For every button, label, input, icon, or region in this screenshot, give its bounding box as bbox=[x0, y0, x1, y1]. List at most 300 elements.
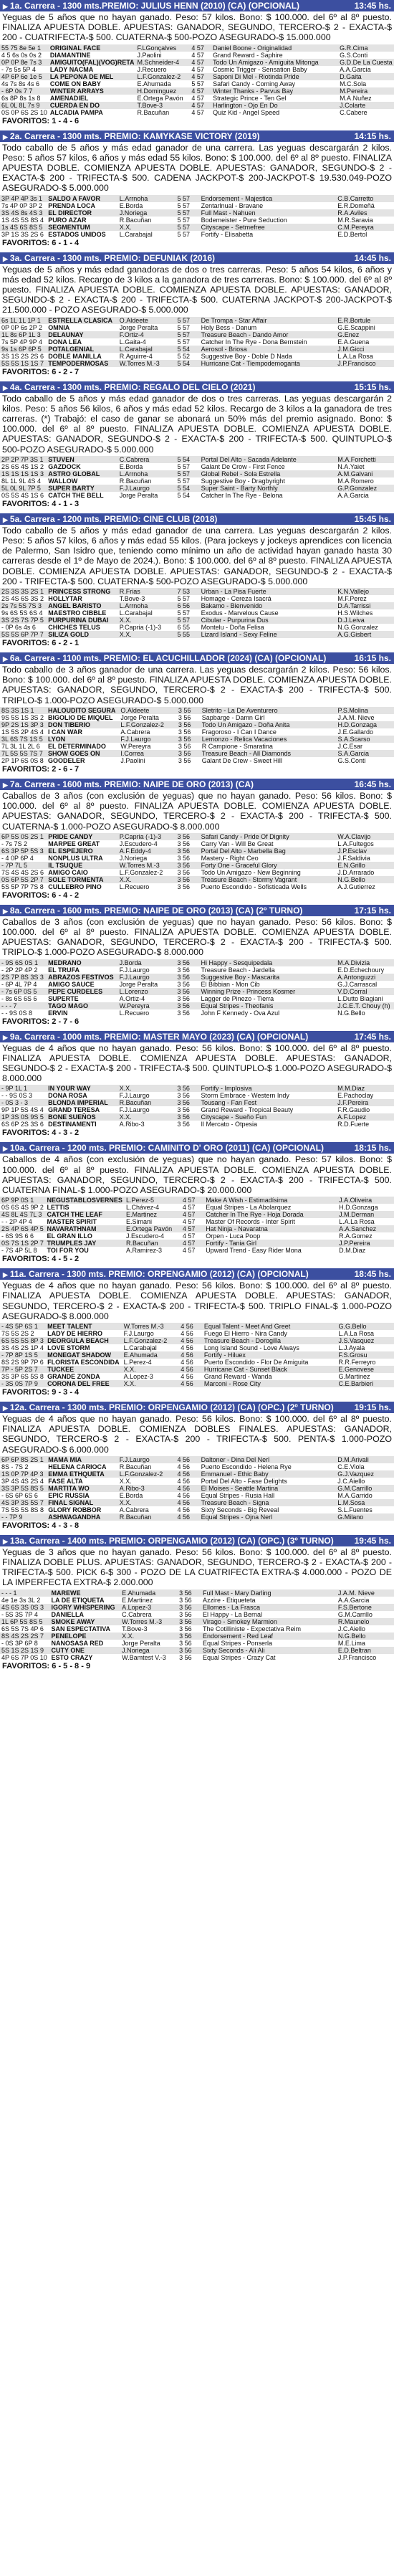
table-row bbox=[0, 1632, 394, 1640]
pedigree: Cityscape - Setmefree bbox=[200, 224, 337, 231]
entries-table bbox=[0, 1197, 394, 1254]
jockey: F.J.Laurgo bbox=[118, 485, 176, 492]
age-weight: 3 56 bbox=[177, 840, 191, 847]
jockey: F.J.Laurgo bbox=[118, 1456, 176, 1463]
race-title-text: 12a. Carrera - 1300 mts. PREMIO: ORPENGAMIO (2012) (CA) (OPC.) (2º TURNO) bbox=[9, 1402, 334, 1412]
trainer: E.Genovese bbox=[337, 1366, 394, 1373]
trainer: M.R.Saravia bbox=[337, 216, 373, 224]
age-weight: 4 56 bbox=[176, 1456, 200, 1463]
horse-name: EL TRUFA bbox=[48, 966, 80, 974]
age-weight: 3 56 bbox=[176, 1113, 199, 1121]
race-header bbox=[0, 381, 394, 393]
table-row bbox=[0, 1085, 394, 1092]
trainer: M.A.Nuñez bbox=[340, 94, 372, 102]
trainer: C.M.Pereyra bbox=[336, 224, 394, 231]
jockey: R.Bacuñan bbox=[119, 216, 152, 224]
table-row bbox=[0, 1485, 394, 1492]
trainer: E.N.Grillo bbox=[336, 862, 394, 869]
pedigree: Equal Stripes - La Abolarquez bbox=[206, 1204, 292, 1212]
race-title-text: 1a. Carrera - 1300 mts.PREMIO: JULIUS HENN (2010) (CA) (OPCIONAL) bbox=[9, 1, 300, 11]
trainer: G.S.Conti bbox=[340, 51, 368, 59]
age-weight: 4 57 bbox=[190, 102, 211, 109]
pedigree: Puerto Escondido - Flor De Amiguita bbox=[203, 1358, 309, 1366]
horse-name: DONA ROSA bbox=[48, 1092, 87, 1100]
jockey: L.F.Gonzalez-2 bbox=[119, 868, 163, 876]
horse-name: DELAUNAY bbox=[47, 331, 117, 338]
trainer: L.A.La Rosa bbox=[338, 1329, 374, 1337]
table-row bbox=[0, 1640, 394, 1647]
age-weight: 4 57 bbox=[181, 1211, 204, 1218]
form-record: 0S 7S 1S 2P 7 bbox=[0, 1240, 46, 1247]
table-row bbox=[0, 477, 394, 485]
jockey: Jorge Peralta bbox=[122, 1639, 160, 1647]
form-record: - 6S 9S 6 6 bbox=[1, 1232, 34, 1240]
horse-name: AMIGUITO(FAL)(VOG)RETA bbox=[49, 58, 135, 66]
form-record: 4S 8L 4S 7L 3 bbox=[0, 1211, 46, 1218]
age-weight: 3 56 bbox=[177, 980, 190, 988]
trainer: D.Gaita bbox=[338, 73, 394, 80]
horse-name: EL ESPEJERO bbox=[47, 847, 117, 855]
form-record: - 6P 0s 7 7 bbox=[0, 87, 49, 95]
race-time: 14:15 hs. bbox=[354, 130, 391, 141]
age-weight: 3 56 bbox=[179, 1653, 192, 1661]
table-row bbox=[0, 714, 394, 721]
favorites: FAVORITOS: 6 - 4 - 2 bbox=[2, 890, 80, 900]
pedigree: Daniel Boone - Originalidad bbox=[211, 44, 338, 52]
form-record: 6S 5S 5S 8P 3 bbox=[0, 1337, 46, 1344]
table-row bbox=[0, 602, 394, 609]
table-row bbox=[0, 456, 394, 463]
pedigree: Il Mercato - Otpesia bbox=[201, 1121, 258, 1128]
form-record: 55 75 8e 5e 1 bbox=[0, 44, 49, 52]
trainer: M.C.Sola bbox=[340, 80, 367, 87]
horse-name: CULLEBRO PINO bbox=[48, 883, 102, 890]
horse-name: ANGEL BARISTO bbox=[47, 602, 117, 609]
pedigree: Todo Un Amigazo - Doña Anita bbox=[201, 721, 337, 728]
pedigree: Equal Stripes - Ponserla bbox=[202, 1639, 273, 1647]
triangle-icon: ▶ bbox=[3, 907, 8, 915]
table-row bbox=[0, 73, 394, 80]
horse-name: NEGUSTABLOSVERNES bbox=[46, 1197, 125, 1204]
jockey: H.Dominguez bbox=[136, 87, 191, 95]
jockey: C.Cabrera bbox=[118, 456, 176, 463]
race-header bbox=[0, 252, 394, 264]
horse-name: LYON bbox=[47, 736, 119, 743]
trainer: H.S.Wilches bbox=[337, 609, 373, 617]
form-record: 3S 4S 2S 1P 4 bbox=[1, 1344, 44, 1351]
trainer: J.F.Saldivia bbox=[337, 854, 370, 862]
pedigree: Catcher In The Rye - Belona bbox=[201, 491, 283, 499]
age-weight: 3 56 bbox=[177, 883, 191, 890]
pedigree: Sixty Seconds - Ali Ali bbox=[201, 1647, 337, 1654]
table-row bbox=[0, 588, 394, 595]
race-header bbox=[0, 905, 394, 916]
form-record: - 7s 6P 0S 5 bbox=[0, 988, 47, 995]
pedigree: Azzire - Etiqueteta bbox=[202, 1596, 256, 1604]
age-weight: 5 57 bbox=[176, 224, 200, 231]
pedigree: Sapbarge - Damn Girl bbox=[201, 713, 265, 721]
form-record: 4P 6S 7P 0S 10 bbox=[1, 1653, 47, 1661]
trainer: J.M.Derman bbox=[337, 1211, 394, 1218]
pedigree: Holy Bess - Danum bbox=[201, 323, 257, 331]
form-record: 6s 8P 8s 1s 8 bbox=[1, 94, 41, 102]
jockey: Jorge Peralta bbox=[119, 980, 158, 988]
form-record: - 2P 2P 4P 2 bbox=[1, 966, 38, 974]
pedigree: El Bibbian - Mon Cib bbox=[201, 980, 260, 988]
table-row bbox=[0, 324, 394, 331]
pedigree: Grand Reward - Tropical Beauty bbox=[201, 1106, 294, 1114]
age-weight: 3 56 bbox=[176, 1085, 199, 1092]
table-row bbox=[0, 360, 394, 367]
form-record: - - 9S 0S 8 bbox=[1, 1009, 33, 1017]
pedigree: Make A Wish - Estimadísima bbox=[204, 1197, 337, 1204]
race-title-text: 2a. Carrera - 1300 mts. PREMIO: KAMYKASE VICTORY (2019) bbox=[9, 130, 260, 141]
trainer: G.J.Carrascal bbox=[337, 980, 378, 988]
jockey: O.Aldeete bbox=[119, 707, 176, 714]
pedigree: Quiz Kid - Angel Speed bbox=[213, 108, 280, 116]
table-row bbox=[0, 743, 394, 750]
table-row bbox=[0, 1373, 394, 1380]
horse-name: PURO AZAR bbox=[48, 216, 87, 224]
race-time: 19:15 hs. bbox=[354, 1402, 391, 1412]
jockey: W.Torres M.-3 bbox=[118, 862, 176, 869]
jockey: A.Cabrera bbox=[119, 1506, 149, 1513]
form-record: 1S 1S 1S 1S 3 bbox=[0, 470, 47, 477]
age-weight: 3 56 bbox=[178, 1618, 201, 1625]
horse-name: GOODELER bbox=[48, 756, 85, 764]
trainer: C.E.Viola bbox=[337, 1463, 365, 1470]
table-row bbox=[0, 869, 394, 876]
race-block bbox=[0, 252, 394, 377]
race-time: 16:15 hs. bbox=[354, 653, 391, 664]
favorites: FAVORITOS: 2 - 6 - 7 bbox=[2, 764, 80, 774]
horse-name: LA DE ETIQUETA bbox=[51, 1596, 105, 1604]
horse-name: GAZDOCK bbox=[48, 462, 81, 470]
race-header bbox=[0, 1402, 394, 1413]
table-row bbox=[0, 1344, 394, 1351]
table-row bbox=[0, 217, 394, 224]
trainer: M.A.Romero bbox=[337, 477, 374, 485]
jockey: E.Martinez bbox=[122, 1596, 153, 1604]
table-row bbox=[0, 1380, 394, 1387]
age-weight: 4 57 bbox=[182, 1247, 196, 1255]
age-weight: 4 56 bbox=[177, 1506, 191, 1513]
jockey: A.Lopez-3 bbox=[123, 1372, 153, 1380]
table-row bbox=[0, 1589, 394, 1597]
jockey: C.Cabrera bbox=[122, 1610, 152, 1618]
jockey: L.Recuero bbox=[119, 883, 150, 890]
form-record: 8S 4S 2S 2S 7 bbox=[0, 1632, 50, 1640]
age-weight: 3 56 bbox=[179, 1596, 192, 1604]
horse-name: EL DIRECTOR bbox=[47, 209, 117, 217]
table-row bbox=[0, 624, 394, 631]
horse-name: STUVEN bbox=[47, 456, 117, 463]
table-row bbox=[0, 195, 394, 202]
form-record: 6S 3P 5P 5S 3 bbox=[0, 847, 47, 855]
age-weight: 4 57 bbox=[191, 51, 204, 59]
horse-name: GRAND TERESA bbox=[48, 1106, 100, 1114]
trainer: E.D.Beltran bbox=[337, 1647, 394, 1654]
form-record: 7P - 5P 2S 7 bbox=[0, 1366, 46, 1373]
form-record: 7s 5P 4P 9P 4 bbox=[1, 338, 43, 346]
table-row bbox=[0, 1470, 394, 1478]
trainer: N.G.Bello bbox=[336, 876, 394, 883]
entries-table bbox=[0, 833, 394, 890]
trainer: J.Colarte bbox=[338, 102, 394, 109]
age-weight: 3 56 bbox=[177, 1009, 190, 1017]
horse-name: PEPE CURDELES bbox=[47, 988, 117, 995]
pedigree: Catcher In The Rye - Hoja Dorada bbox=[204, 1211, 337, 1218]
age-weight: 4 56 bbox=[179, 1337, 203, 1344]
form-record: 7L 5S 5S 7S 7 bbox=[0, 750, 47, 757]
table-row bbox=[0, 757, 394, 764]
pedigree: Safari Candy - Pride Of Dignity bbox=[200, 833, 337, 840]
pedigree: Orpen - Luca Poop bbox=[206, 1232, 261, 1240]
table-row bbox=[0, 1513, 394, 1521]
form-record: 1L 8s 6P 1L 3 bbox=[0, 331, 47, 338]
triangle-icon: ▶ bbox=[3, 781, 8, 789]
horse-name: ASHWAGANDHA bbox=[47, 1513, 117, 1521]
age-weight: 4 57 bbox=[182, 1218, 196, 1226]
table-row bbox=[0, 1204, 394, 1211]
trainer: L.A.La Rosa bbox=[339, 1218, 375, 1226]
table-row bbox=[0, 209, 394, 217]
jockey: E.Borda bbox=[119, 201, 143, 209]
table-row bbox=[0, 721, 394, 728]
horse-name: PENELOPE bbox=[50, 1632, 121, 1640]
race-conditions: Yeguas de 5 años y más edad ganadoras de dos o tres carreras. Peso: 5 años 54 kilos, 6 años y más edad 52 kilos. Recargo de 3 kilos a la ganadora de tres carreras. Bono: $ 100.000. del 6º al 8º puesto. FINALIZA APUESTA DOBLE. COMIENZA APUESTA DOBLE. APUESTAS: GANADOR, SEGUNDO-$ 2 - EXACTA-$ 200 - TRIFECTA-$ 500. CUATERNA JACKPOT-$ 200-JACKPOT-$ 21.500.000 - POZO ASEGURADO-$ 5.000.000 bbox=[2, 264, 392, 315]
horse-name: OMNIA bbox=[48, 323, 70, 331]
table-row bbox=[0, 1323, 394, 1330]
table-row bbox=[0, 1113, 394, 1121]
form-record: 2S 3S 3S 2S 1 bbox=[0, 588, 47, 595]
age-weight: 4 56 bbox=[177, 1463, 191, 1470]
entries-table bbox=[0, 1589, 394, 1661]
age-weight: 5 57 bbox=[176, 470, 200, 477]
pedigree: Todo Un Amigazo - Amiguita Mitonga bbox=[211, 59, 338, 66]
form-record: 1S 4S 5S 8S 4 bbox=[1, 216, 44, 224]
table-row bbox=[0, 1611, 394, 1618]
age-weight: 4 57 bbox=[190, 87, 211, 95]
age-weight: 3 56 bbox=[176, 833, 200, 840]
jockey: Jorge Peralta bbox=[119, 323, 158, 331]
trainer: N.A.Yaiet bbox=[337, 462, 365, 470]
race-conditions: Yeguas de 4 años que no hayan ganado. Peso: 56 kilos. Bono: $ 100.000. del 6º al 8º puesto. FINALIZA APUESTA DOBLE. COMIENZA DOBLES FINALES. APUESTAS: GANADOR, SEGUNDO, TERCERO-$ 2 - EXACTA-$ 200 - TRIFECTA-$ 500. PENTA-$ 1.000-POZO ASEGURADO-$ 6.000.000 bbox=[2, 1413, 392, 1455]
horse-name: SUPERTE bbox=[48, 994, 79, 1002]
race-block bbox=[0, 1402, 394, 1531]
pedigree: Bakamo - Bienvenido bbox=[200, 602, 337, 609]
trainer: M.A.Garrido bbox=[337, 1491, 373, 1499]
form-record: - 0P 6s 4s 6 bbox=[1, 624, 36, 632]
horse-name: HELENA CARIOCA bbox=[48, 1463, 107, 1470]
form-record: 3P 4S 4S 2S 4 bbox=[1, 1477, 44, 1485]
triangle-icon: ▶ bbox=[3, 133, 8, 141]
table-row bbox=[0, 1121, 394, 1128]
horse-name: CATCH THE LEAF bbox=[46, 1211, 125, 1218]
pedigree: Aerosol - Briosa bbox=[200, 346, 337, 353]
trainer: J.M.Gicci bbox=[336, 346, 394, 353]
jockey: L.F.Gonzalez-2 bbox=[122, 1337, 180, 1344]
horse-name: DEORGULA BEACH bbox=[46, 1337, 122, 1344]
form-record: 0P 0P 6s 2P 2 bbox=[1, 323, 43, 331]
age-weight: 3 56 bbox=[176, 959, 199, 966]
race-time: 13:45 hs. bbox=[354, 1, 391, 11]
table-row bbox=[0, 995, 394, 1002]
favorites: FAVORITOS: 6 - 2 - 1 bbox=[2, 639, 80, 648]
jockey: L.Gaita-4 bbox=[119, 338, 146, 346]
horse-name: ASTRO GLOBAL bbox=[47, 470, 117, 477]
horse-name: LETTIS bbox=[47, 1204, 69, 1212]
form-record: 5S 5S 1S 1S 7 bbox=[0, 360, 47, 367]
horse-name: IGORY WHISPERING bbox=[50, 1604, 121, 1611]
jockey: L.F.Gonzalez-2 bbox=[119, 721, 176, 728]
age-weight: 3 56 bbox=[178, 1647, 201, 1654]
favorites: FAVORITOS: 6 - 1 - 4 bbox=[2, 238, 80, 247]
age-weight: 5 57 bbox=[177, 595, 191, 603]
race-conditions: Caballos de 4 años (con exclusión de yeguas) que no hayan ganado. Peso: 57 kilos. Bono: $ 100.000. del 6º al 8º puesto. FINALIZA APUESTA DOBLE. COMIENZA APUESTA DOBLE. APUESTAS: GANADOR, SEGUNDO, TERCERO-$ 2 - EXACTA-$ 200 - TRIFECTA-$ 500. CUATERNA FINAL-$ 1.000-POZO ASEGURADO-$ 20.000.000 bbox=[2, 1154, 392, 1195]
age-weight: 4 57 bbox=[191, 108, 204, 116]
horse-name: ESTO CRAZY bbox=[51, 1653, 93, 1661]
form-record: 1S 5S 2P 4S 4 bbox=[1, 728, 44, 736]
pedigree: Upward Trend - Easy Rider Mona bbox=[206, 1247, 302, 1255]
pedigree: Lizard Island - Sexy Feline bbox=[200, 631, 337, 638]
entries-table bbox=[0, 1456, 394, 1521]
race-title-text: 4a. Carrera - 1300 mts. PREMIO: REGALO DEL CIELO (2021) bbox=[9, 381, 256, 392]
trainer: M.E.Lima bbox=[337, 1639, 365, 1647]
jockey: R.Frias bbox=[118, 588, 176, 595]
age-weight: 4 57 bbox=[191, 65, 204, 73]
pedigree: Portal Del Alto - Marbella Bag bbox=[200, 847, 337, 855]
pedigree: Hurricane Cat - Tiempodemoganta bbox=[200, 360, 337, 367]
pedigree: Equal Talent - Meet And Greet bbox=[203, 1323, 337, 1330]
triangle-icon: ▶ bbox=[3, 384, 8, 391]
race-title bbox=[3, 652, 326, 664]
pedigree: Sixty Seconds - Big Reveal bbox=[201, 1506, 279, 1513]
pedigree: Fragoroso - I Can I Dance bbox=[201, 728, 277, 736]
table-row bbox=[0, 750, 394, 757]
trainer: G.D.De La Cuesta bbox=[338, 59, 394, 66]
horse-name: PRENDA LOCA bbox=[48, 201, 95, 209]
table-row bbox=[0, 1625, 394, 1632]
horse-name: PURPURINA DUBAI bbox=[47, 617, 117, 624]
form-record: 4S 6S 3S 0S 3 bbox=[0, 1604, 50, 1611]
pedigree: Safari Candy - Coming Away bbox=[213, 80, 295, 87]
trainer: J.P.Pereira bbox=[337, 1240, 394, 1247]
table-row bbox=[0, 974, 394, 981]
race-time: 17:15 hs. bbox=[354, 905, 391, 916]
age-weight: 4 57 bbox=[190, 44, 211, 52]
favorites: FAVORITOS: 6 - 5 - 8 - 9 bbox=[2, 1661, 91, 1670]
table-row bbox=[0, 1359, 394, 1366]
trainer: F.R.Gaudio bbox=[337, 1106, 370, 1114]
jockey: L.Carabajal bbox=[119, 609, 153, 617]
age-weight: 3 56 bbox=[178, 742, 191, 750]
horse-name: ABRAZOS FESTIVOS bbox=[47, 974, 117, 981]
pedigree: Suggestive Boy - Mascarita bbox=[200, 974, 337, 981]
pedigree: Forty One - Graceful Glory bbox=[200, 862, 337, 869]
trainer: R.Maunelo bbox=[337, 1618, 394, 1625]
pedigree: Long Island Sound - Love Always bbox=[203, 1344, 299, 1351]
table-row bbox=[0, 346, 394, 353]
age-weight: 5 54 bbox=[176, 485, 200, 492]
jockey: L.Perez-4 bbox=[123, 1358, 152, 1366]
jockey: X.X. bbox=[119, 1477, 132, 1485]
trainer: D.M.Diaz bbox=[339, 1247, 366, 1255]
pedigree: Master Of Records - Inter Spirit bbox=[206, 1218, 295, 1226]
age-weight: 3 56 bbox=[177, 736, 201, 743]
horse-name: GRANDE ZONDA bbox=[47, 1372, 100, 1380]
horse-name: ERVIN bbox=[48, 1009, 68, 1017]
form-record: - - - 7 bbox=[0, 1002, 47, 1009]
jockey: L.Perez-5 bbox=[125, 1197, 181, 1204]
pedigree: Catcher In The Rye - Dona Bernstein bbox=[201, 338, 307, 346]
table-row bbox=[0, 485, 394, 492]
horse-name: MASTER SPIRIT bbox=[47, 1218, 97, 1226]
horse-name: DON TIBERIO bbox=[47, 721, 119, 728]
table-row bbox=[0, 1463, 394, 1470]
age-weight: 3 56 bbox=[178, 728, 191, 736]
form-record: - 9P 1L 1 bbox=[0, 1085, 47, 1092]
age-weight: 3 56 bbox=[178, 1589, 201, 1597]
jockey: F.LGonçalves bbox=[136, 44, 191, 52]
age-weight: 3 56 bbox=[179, 1639, 192, 1647]
pedigree: Treasure Beach - Signa bbox=[200, 1499, 337, 1506]
race-conditions: Yeguas de 4 años que no hayan ganado. Peso: 56 kilos. Bono: $ 100.000. del 6º al 8º puesto. FINALIZA APUESTA DOBLE. COMIENZA APUESTA DOBLE. APUESTAS: GANADOR, SEGUNDO-$ 2 - EXACTA-$ 200 - TRIFECTA-$ 500. QUINTUPLO-$ 1.000-POZO ASEGURADO-$ 8.000.000 bbox=[2, 1042, 392, 1084]
form-record: 0S 6P 5S 2P 7 bbox=[0, 876, 47, 883]
table-row bbox=[0, 492, 394, 499]
jockey: W.Torres M.-3 bbox=[120, 1618, 178, 1625]
race-title-text: 6a. Carrera - 1100 mts. PREMIO: EL ACUCHILLADOR (2024) (CA) (OPCIONAL) bbox=[9, 653, 327, 664]
form-record: 1S 0P 7P 4P 3 bbox=[0, 1470, 47, 1478]
pedigree: Virago - Smokey Marmion bbox=[201, 1618, 337, 1625]
trainer: A.J.Gutierrez bbox=[337, 883, 375, 890]
jockey: T.Bove-3 bbox=[136, 102, 191, 109]
race-title bbox=[3, 905, 302, 916]
table-row bbox=[0, 1330, 394, 1337]
horse-name: NONPLUS ULTRA bbox=[48, 854, 103, 862]
form-record: 7S 4S 4S 2S 6 bbox=[1, 868, 44, 876]
trainer: E.D.Echechoury bbox=[337, 966, 385, 974]
trainer: N.G.Bello bbox=[337, 1632, 394, 1640]
jockey: L.Arrnoha bbox=[118, 195, 176, 202]
pedigree: R Campione - Smaratina bbox=[201, 742, 273, 750]
trainer: P.S.Molina bbox=[337, 707, 394, 714]
pedigree: El Moises - Seattle Martina bbox=[200, 1485, 337, 1492]
age-weight: 3 56 bbox=[177, 966, 190, 974]
horse-name: LADY NACMA bbox=[49, 65, 94, 73]
horse-name: SAN ESPECTATIVA bbox=[51, 1625, 111, 1632]
age-weight: 4 57 bbox=[190, 73, 211, 80]
table-row bbox=[0, 1232, 394, 1240]
table-row bbox=[0, 1604, 394, 1611]
age-weight: 4 56 bbox=[176, 1470, 200, 1478]
form-record: - 4 0P 6P 4 bbox=[1, 854, 34, 862]
trainer: W.A.Clavijo bbox=[336, 833, 394, 840]
jockey: F.J.Laurgo bbox=[119, 1092, 150, 1100]
table-row bbox=[0, 981, 394, 988]
age-weight: 5 57 bbox=[176, 195, 200, 202]
pedigree: Cosmic Trigger - Sensation Baby bbox=[213, 65, 307, 73]
horse-name: WINTER ARRAYS bbox=[49, 87, 136, 95]
trainer: A.M.Galvani bbox=[336, 470, 394, 477]
race-title-text: 13a. Carrera - 1400 mts. PREMIO: ORPENGAMIO (2012) (CA) (OPC.) (3º TURNO) bbox=[9, 1535, 334, 1546]
entries-table bbox=[0, 1085, 394, 1128]
form-record: 0S 5S 4S 1S 6 bbox=[1, 491, 44, 499]
horse-name: LOVE STORM bbox=[47, 1344, 90, 1351]
age-weight: 4 56 bbox=[176, 1485, 200, 1492]
jockey: R.Bacuñan bbox=[137, 108, 170, 116]
age-weight: 5 57 bbox=[176, 209, 200, 217]
